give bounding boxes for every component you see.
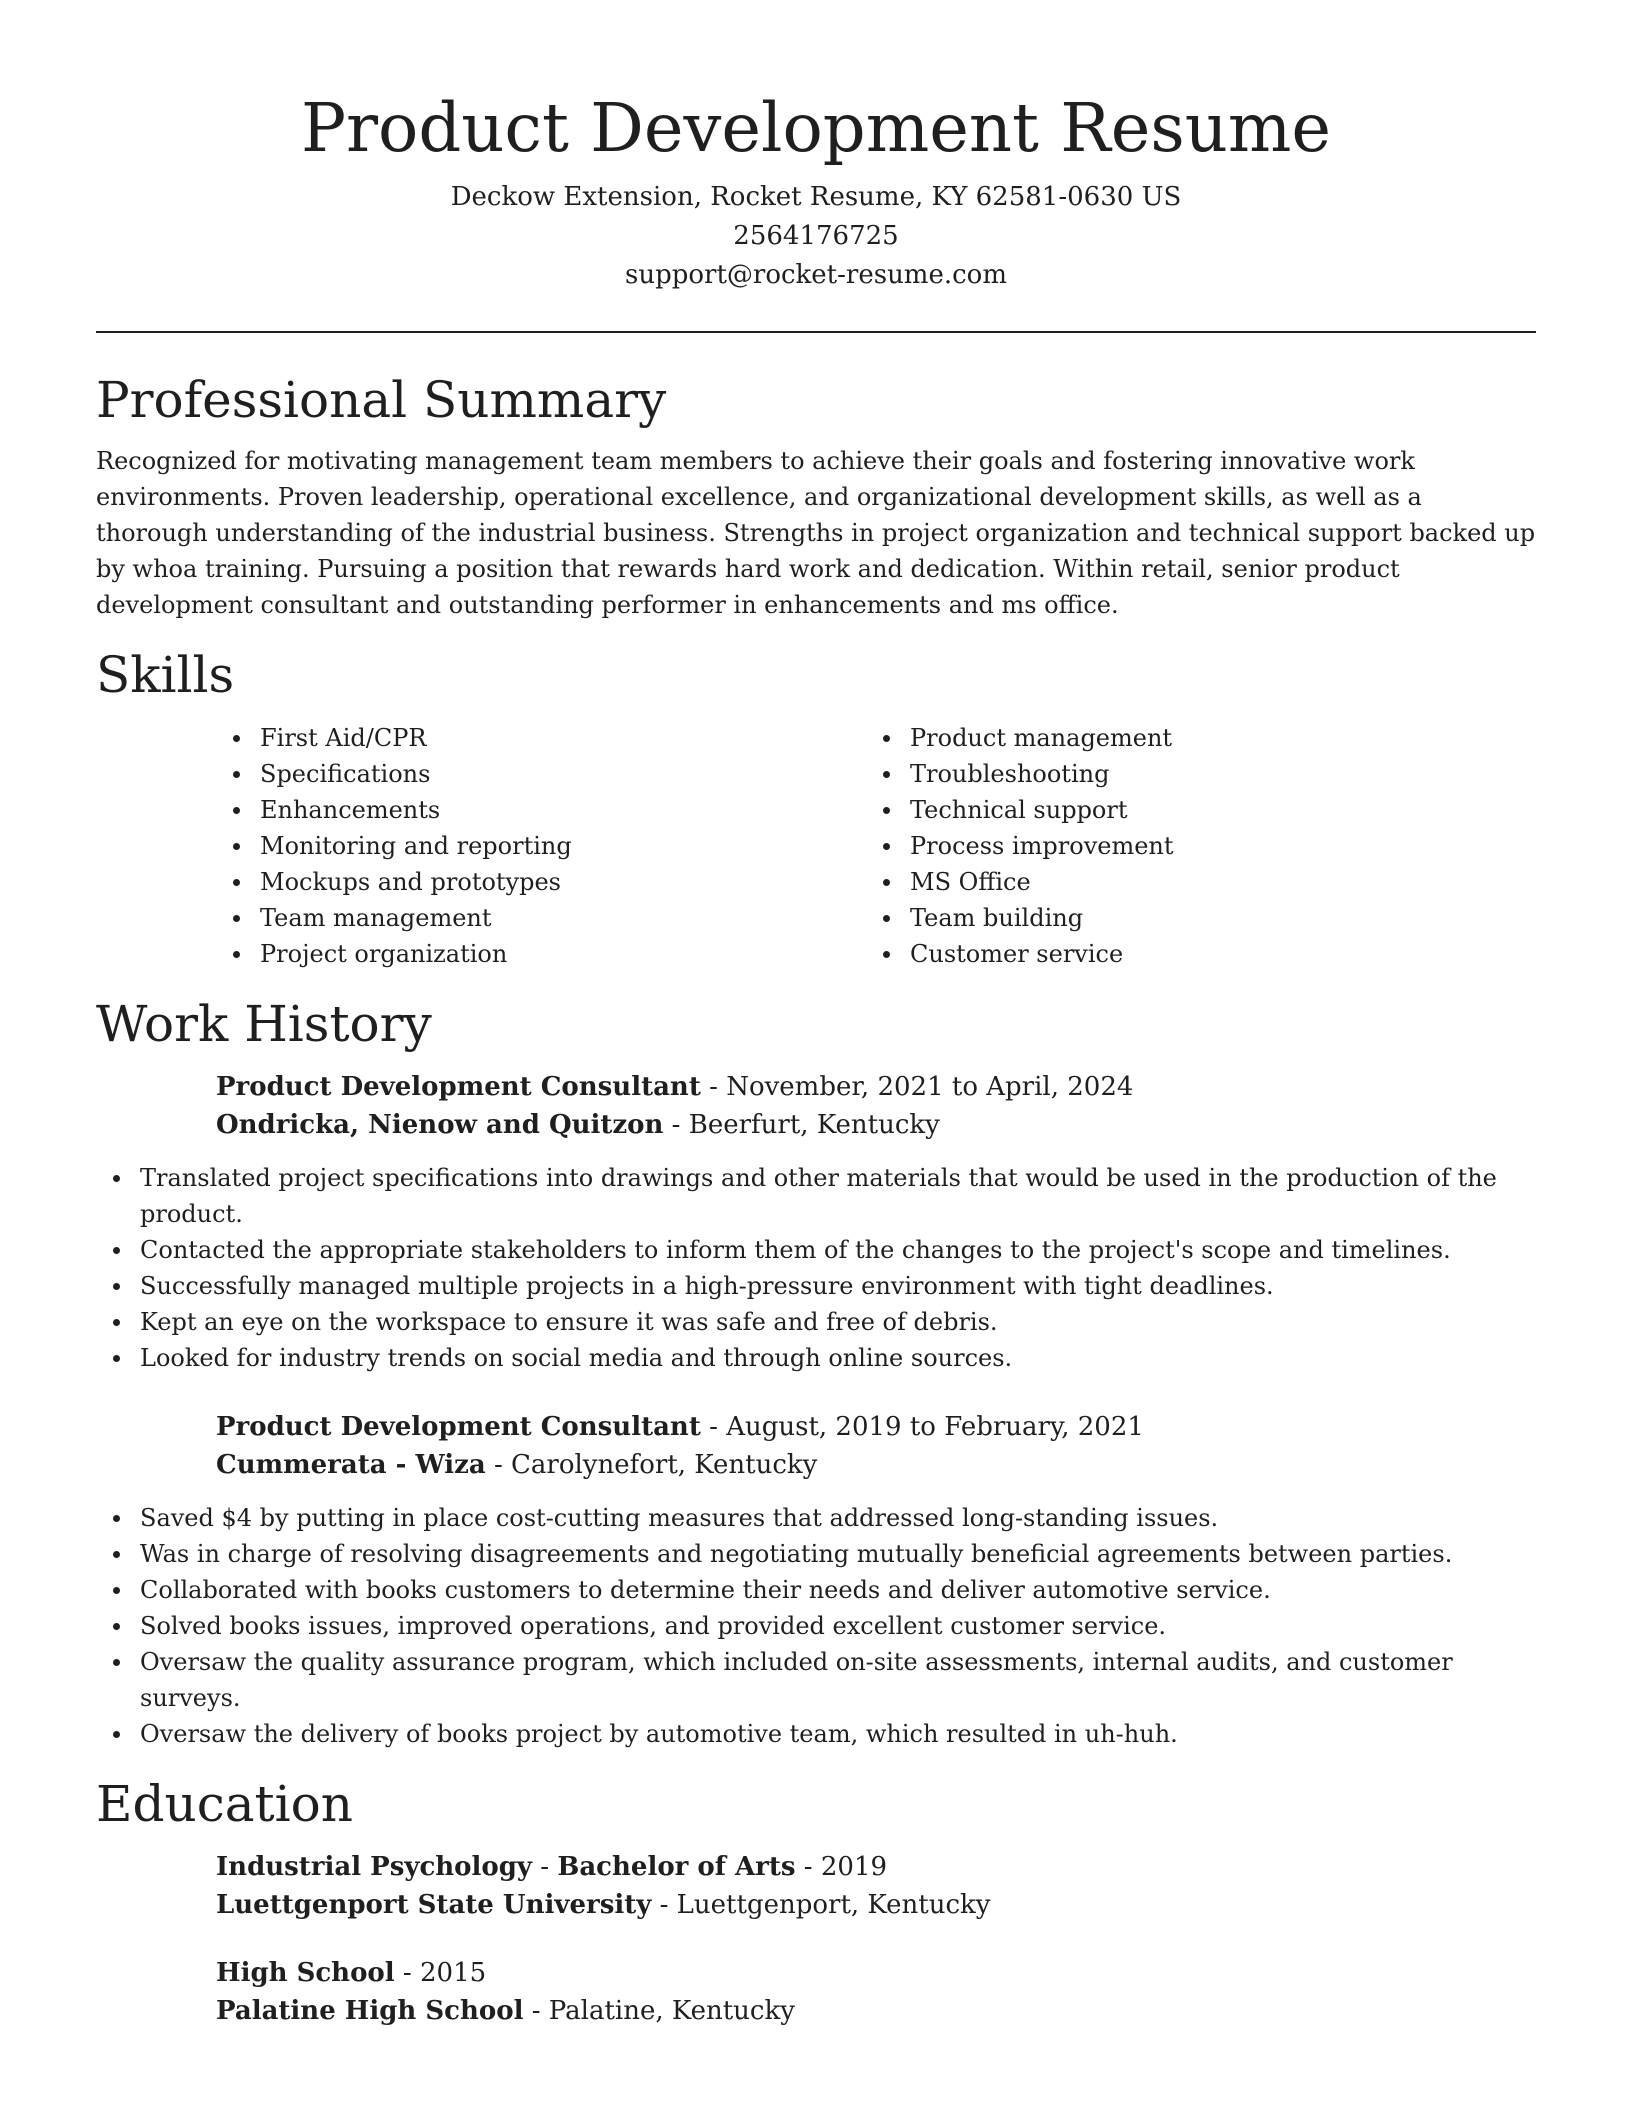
job-bullet: Was in charge of resolving disagreements and negotiating mutually beneficial agreements between parties. (96, 1536, 1536, 1572)
separator: - (700, 1412, 727, 1442)
job-bullet: Oversaw the quality assurance program, which included on-site assessments, internal audits, and customer surveys. (96, 1644, 1536, 1716)
skill-item: MS Office (866, 864, 1516, 900)
job-bullet: Successfully managed multiple projects in a high-pressure environment with tight deadlines. (96, 1268, 1536, 1304)
separator: - (700, 1072, 727, 1102)
education-location: Palatine, Kentucky (548, 1996, 795, 2026)
resume-header (96, 0, 1536, 295)
separator: - (532, 1852, 558, 1882)
education-location: Luettgenport, Kentucky (676, 1890, 991, 1920)
education-entry (216, 1954, 1536, 2030)
job-company-line (216, 1446, 1536, 1484)
job-bullets (96, 1160, 1536, 1376)
header-divider (96, 331, 1536, 333)
contact-block (96, 178, 1536, 295)
separator: - (485, 1450, 512, 1480)
skill-item: Product management (866, 720, 1516, 756)
skills-list (216, 720, 1536, 972)
education-school-line (216, 1886, 1536, 1924)
education-school-line (216, 1992, 1536, 2030)
resume-page (96, 0, 1536, 2030)
job-title-line (216, 1068, 1536, 1106)
skill-item: Process improvement (866, 828, 1516, 864)
education-degree-line (216, 1954, 1536, 1992)
address: Deckow Extension, Rocket Resume, KY 62581-0630 US (450, 182, 1182, 212)
separator: - (651, 1890, 677, 1920)
job-bullet: Contacted the appropriate stakeholders to inform them of the changes to the project's scope and timelines. (96, 1232, 1536, 1268)
job-bullet: Solved books issues, improved operations, and provided excellent customer service. (96, 1608, 1536, 1644)
skill-item: Monitoring and reporting (216, 828, 866, 864)
email: support@rocket-resume.com (624, 260, 1007, 290)
skills-right-column (866, 720, 1516, 972)
education-school: Luettgenport State University (216, 1890, 652, 1920)
separator: - (394, 1958, 420, 1988)
education-entry (216, 1848, 1536, 1924)
resume-title: Product Development Resume (300, 89, 1332, 167)
skills-heading: Skills (96, 646, 235, 704)
education-heading: Education (96, 1775, 353, 1833)
skill-item: Project organization (216, 936, 866, 972)
skill-item: Troubleshooting (866, 756, 1516, 792)
skill-item: Team management (216, 900, 866, 936)
education-year: 2019 (820, 1852, 888, 1882)
summary-heading: Professional Summary (96, 371, 667, 429)
separator: - (663, 1110, 689, 1140)
job-location: Carolynefort, Kentucky (511, 1450, 818, 1480)
job-company-line (216, 1106, 1536, 1144)
skill-item: Team building (866, 900, 1516, 936)
job-company: Ondricka, Nienow and Quitzon (216, 1110, 664, 1140)
job-entry (216, 1408, 1536, 1484)
skill-item: First Aid/CPR (216, 720, 866, 756)
summary-text: Recognized for motivating management team members to achieve their goals and fostering innovative work environments. Proven leadership, operational excellence, and organizational development skills, as well as a thorough understanding of the industrial business. Strengths in project organization and technical support backed up by whoa training. Pursuing a position that rewards hard work and dedication. Within retail, senior product development consultant and outstanding performer in enhancements and ms office. (96, 447, 1536, 619)
education-field: High School (216, 1958, 395, 1988)
separator: - (795, 1852, 821, 1882)
job-dates: November, 2021 to April, 2024 (726, 1072, 1134, 1102)
education-degree: Bachelor of Arts (557, 1852, 796, 1882)
education-school: Palatine High School (216, 1996, 524, 2026)
job-bullet: Saved $4 by putting in place cost-cutting measures that addressed long-standing issues. (96, 1500, 1536, 1536)
job-bullets (96, 1500, 1536, 1752)
skill-item: Technical support (866, 792, 1516, 828)
job-location: Beerfurt, Kentucky (688, 1110, 940, 1140)
skill-item: Customer service (866, 936, 1516, 972)
job-bullet: Kept an eye on the workspace to ensure it was safe and free of debris. (96, 1304, 1536, 1340)
education-year: 2015 (419, 1958, 487, 1988)
education-field: Industrial Psychology (216, 1852, 533, 1882)
skills-left-column (216, 720, 866, 972)
job-dates: August, 2019 to February, 2021 (726, 1412, 1144, 1442)
phone: 2564176725 (733, 221, 899, 251)
skill-item: Mockups and prototypes (216, 864, 866, 900)
job-title: Product Development Consultant (216, 1072, 701, 1102)
job-bullet: Oversaw the delivery of books project by automotive team, which resulted in uh-huh. (96, 1716, 1536, 1752)
job-entry (216, 1068, 1536, 1144)
skill-item: Enhancements (216, 792, 866, 828)
skill-item: Specifications (216, 756, 866, 792)
job-title: Product Development Consultant (216, 1412, 701, 1442)
separator: - (523, 1996, 549, 2026)
job-bullet: Looked for industry trends on social media and through online sources. (96, 1340, 1536, 1376)
education-degree-line (216, 1848, 1536, 1886)
job-title-line (216, 1408, 1536, 1446)
job-bullet: Translated project specifications into drawings and other materials that would be used in the production of the product. (96, 1160, 1536, 1232)
job-company: Cummerata - Wiza (216, 1450, 486, 1480)
work-history-heading: Work History (96, 995, 432, 1053)
job-bullet: Collaborated with books customers to determine their needs and deliver automotive service. (96, 1572, 1536, 1608)
